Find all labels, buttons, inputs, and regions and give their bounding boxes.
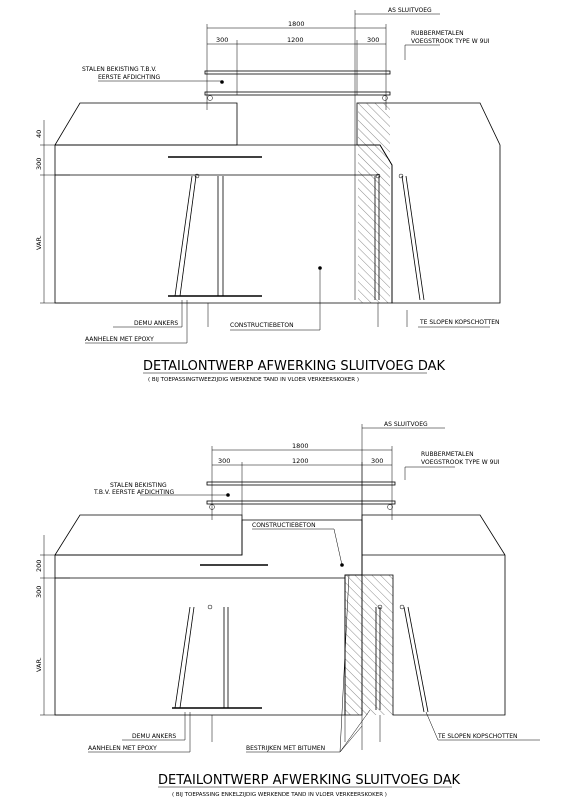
dimension-lines-1 — [207, 10, 440, 300]
title-2: DETAILONTWERP AFWERKING SLUITVOEG DAK — [158, 773, 461, 788]
constructie-label-1: CONSTRUCTIEBETON — [230, 322, 294, 329]
vdim-var-1: VAR. — [35, 235, 43, 250]
as-sluitvoeg-label-1: AS SLUITVOEG — [388, 7, 432, 14]
vdim-40-1: 40 — [35, 129, 43, 138]
vdim-var-2: VAR. — [35, 657, 43, 672]
bekisting-label-2b: T.B.V. EERSTE AFDICHTING — [94, 489, 175, 496]
rubber-label-1b: VOEGSTROOK TYPE W 9UI — [411, 38, 490, 45]
demu-label-2: DEMU ANKERS — [132, 733, 177, 740]
leaders-1 — [85, 268, 490, 343]
steel-formwork-2 — [207, 482, 395, 510]
bitumen-label-2: BESTRIJKEN MET BITUMEN — [246, 745, 326, 752]
rubber-label-2a: RUBBERMETALEN — [421, 451, 474, 458]
rubber-label-2b: VOEGSTROOK TYPE W 9UI — [421, 459, 500, 466]
bekisting-label-2a: STALEN BEKISTING — [110, 482, 167, 489]
vdim-300-2: 300 — [35, 585, 43, 598]
constructie-label-2: CONSTRUCTIEBETON — [252, 522, 316, 529]
subtitle-2: ( BIJ TOEPASSING ENKELZIJDIG WERKENDE TAND IN VLOER VERKEERSKOKER ) — [172, 792, 387, 798]
dim-total-2: 1800 — [292, 442, 309, 450]
bekisting-label-1b: EERSTE AFDICHTING — [98, 74, 161, 81]
detail-1 — [35, 7, 500, 383]
epoxy-label-2: AANHELEN MET EPOXY — [88, 745, 157, 752]
dimension-lines-2 — [212, 424, 455, 750]
title-1: DETAILONTWERP AFWERKING SLUITVOEG DAK — [143, 359, 446, 374]
dim-left-2: 300 — [218, 457, 231, 465]
dim-total-1: 1800 — [288, 20, 305, 28]
vdim-300-1: 300 — [35, 157, 43, 170]
dim-right-2: 300 — [371, 457, 384, 465]
dim-mid-1: 1200 — [287, 36, 304, 44]
epoxy-label-1: AANHELEN MET EPOXY — [85, 336, 154, 343]
kopschotten-label-1: TE SLOPEN KOPSCHOTTEN — [420, 319, 500, 326]
kopschotten-label-2: TE SLOPEN KOPSCHOTTEN — [438, 733, 518, 740]
vdim-200-2: 200 — [35, 559, 43, 572]
steel-formwork-1 — [205, 71, 390, 101]
rubber-label-1a: RUBBERMETALEN — [411, 30, 464, 37]
as-sluitvoeg-label-2: AS SLUITVOEG — [384, 421, 428, 428]
leaders-2 — [88, 575, 540, 752]
dim-mid-2: 1200 — [292, 457, 309, 465]
detail-2 — [35, 421, 540, 798]
dim-right-1: 300 — [367, 36, 380, 44]
concrete-body-2 — [55, 515, 505, 715]
subtitle-1: ( BIJ TOEPASSINGTWEEZIJDIG WERKENDE TAND IN VLOER VERKEERSKOKER ) — [148, 377, 359, 383]
bekisting-label-1a: STALEN BEKISTING T.B.V. — [82, 66, 157, 73]
concrete-body-1 — [55, 103, 500, 303]
demu-label-1: DEMU ANKERS — [134, 320, 179, 327]
dim-left-1: 300 — [216, 36, 229, 44]
